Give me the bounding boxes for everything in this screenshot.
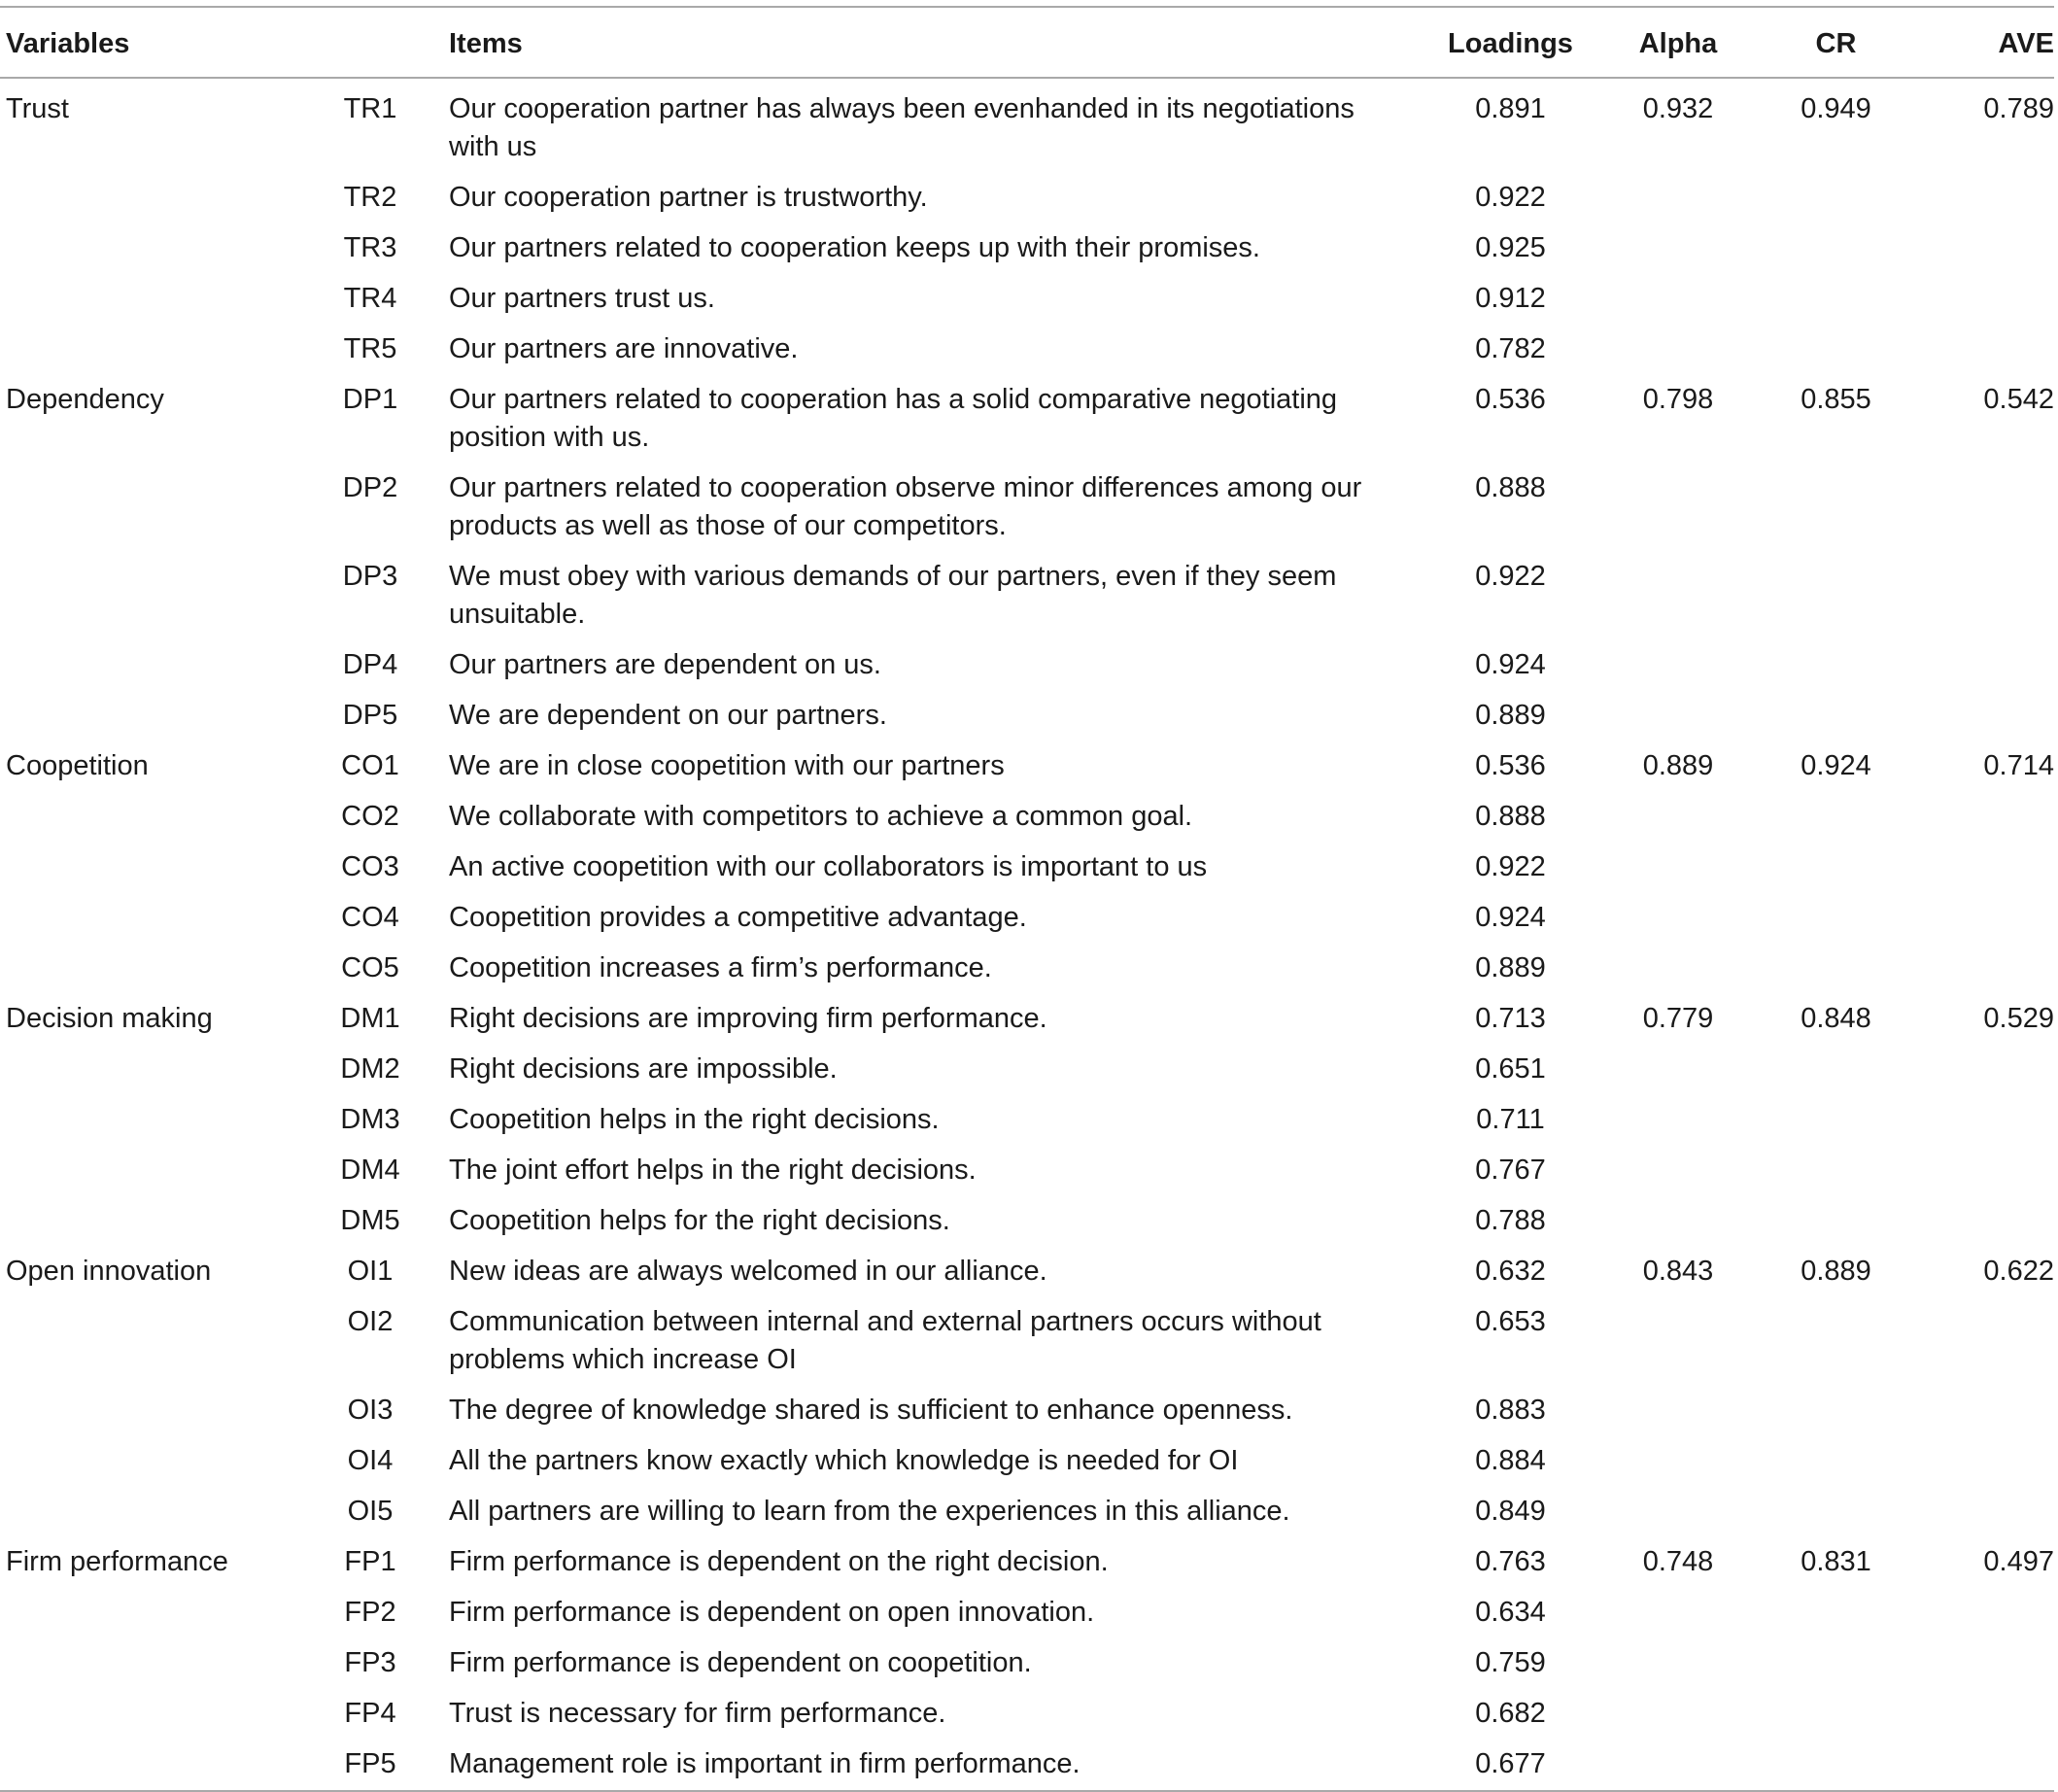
ave-cell (1916, 1045, 2054, 1095)
cr-cell (1756, 552, 1916, 640)
alpha-cell: 0.843 (1642, 1256, 1714, 1287)
ave-cell (1916, 1297, 2054, 1386)
loading-cell: 0.711 (1476, 1104, 1545, 1135)
item-text-cell: Our partners trust us. (449, 283, 715, 314)
alpha-cell (1600, 691, 1756, 741)
item-text-cell: Firm performance is dependent on the right decision. (449, 1546, 1109, 1577)
alpha-cell (1600, 1436, 1756, 1487)
alpha-cell (1600, 792, 1756, 843)
ave-cell (1916, 1095, 2054, 1146)
ave-cell: 0.542 (1983, 384, 2054, 415)
ave-cell (1916, 1638, 2054, 1689)
table-row (0, 691, 2054, 741)
cr-cell (1756, 1386, 1916, 1436)
variable-cell: Trust (6, 93, 69, 124)
item-code-cell: DP4 (342, 649, 398, 680)
alpha-cell: 0.889 (1642, 750, 1714, 781)
item-code-cell: TR4 (343, 283, 397, 314)
ave-cell (1916, 1487, 2054, 1537)
ave-cell (1916, 1689, 2054, 1740)
item-code-cell: TR3 (343, 232, 397, 263)
cr-cell: 0.949 (1801, 93, 1871, 124)
item-text-cell: All partners are willing to learn from the experiences in this alliance. (449, 1496, 1290, 1527)
loading-cell: 0.912 (1475, 283, 1546, 314)
item-code-cell: OI4 (347, 1445, 394, 1476)
table-row (0, 375, 2054, 464)
item-code-cell: OI1 (347, 1256, 394, 1287)
item-text-cell: Coopetition increases a firm’s performance. (449, 952, 992, 983)
table-row (0, 1689, 2054, 1740)
variable-cell: Coopetition (6, 750, 149, 781)
loading-cell: 0.922 (1475, 182, 1546, 213)
ave-cell (1916, 1740, 2054, 1791)
header-loadings: Loadings (1448, 28, 1573, 59)
cr-cell (1756, 1638, 1916, 1689)
header-items: Items (449, 28, 523, 59)
ave-cell (1916, 552, 2054, 640)
variable-cell (0, 1638, 292, 1689)
ave-cell (1916, 893, 2054, 944)
item-code-cell: FP4 (344, 1698, 396, 1729)
cr-cell (1756, 1196, 1916, 1247)
loading-cell: 0.634 (1475, 1597, 1546, 1628)
table-row (0, 1537, 2054, 1588)
loading-cell: 0.889 (1475, 700, 1546, 731)
cr-cell (1756, 691, 1916, 741)
cr-cell (1756, 1146, 1916, 1196)
ave-cell: 0.714 (1983, 750, 2054, 781)
variable-cell (0, 843, 292, 893)
item-text-cell: Coopetition provides a competitive advantage. (449, 902, 1027, 933)
loading-cell: 0.632 (1475, 1256, 1546, 1287)
loading-cell: 0.651 (1475, 1053, 1546, 1085)
variable-cell (0, 552, 292, 640)
alpha-cell (1600, 173, 1756, 224)
item-text-cell: Firm performance is dependent on coopetition. (449, 1647, 1032, 1678)
cr-cell (1756, 944, 1916, 994)
cr-cell: 0.848 (1801, 1003, 1871, 1034)
item-code-cell: CO5 (341, 952, 399, 983)
header-code (292, 7, 449, 78)
variable-cell (0, 792, 292, 843)
variable-cell (0, 1436, 292, 1487)
item-text-cell: Management role is important in firm performance. (449, 1748, 1080, 1779)
cr-cell (1756, 173, 1916, 224)
table-body (0, 78, 2054, 1791)
ave-cell (1916, 792, 2054, 843)
cr-cell (1756, 792, 1916, 843)
loading-cell: 0.849 (1475, 1496, 1546, 1527)
loading-cell: 0.677 (1475, 1748, 1546, 1779)
alpha-cell (1600, 1386, 1756, 1436)
item-code-cell: DP3 (342, 561, 398, 592)
loading-cell: 0.922 (1475, 561, 1546, 592)
item-text-cell: Our partners are dependent on us. (449, 649, 881, 680)
alpha-cell (1600, 1638, 1756, 1689)
measurement-table (0, 6, 2054, 1792)
loading-cell: 0.759 (1475, 1647, 1546, 1678)
table-row (0, 893, 2054, 944)
variable-cell (0, 1588, 292, 1638)
loading-cell: 0.922 (1475, 851, 1546, 882)
table-row (0, 1146, 2054, 1196)
ave-cell (1916, 1386, 2054, 1436)
loading-cell: 0.767 (1475, 1154, 1546, 1186)
item-text-cell: Trust is necessary for firm performance. (449, 1698, 946, 1729)
item-text-cell: New ideas are always welcomed in our alliance. (449, 1256, 1047, 1287)
loading-cell: 0.788 (1475, 1205, 1546, 1236)
item-code-cell: TR1 (343, 93, 397, 124)
item-code-cell: FP2 (344, 1597, 396, 1628)
cr-cell (1756, 1436, 1916, 1487)
header-cr: CR (1815, 28, 1857, 59)
ave-cell: 0.529 (1983, 1003, 2054, 1034)
item-code-cell: FP5 (344, 1748, 396, 1779)
header-ave: AVE (1998, 28, 2054, 59)
loading-cell: 0.763 (1475, 1546, 1546, 1577)
variable-cell: Decision making (6, 1003, 213, 1034)
cr-cell (1756, 640, 1916, 691)
cr-cell (1756, 1297, 1916, 1386)
item-code-cell: DM5 (340, 1205, 400, 1236)
cr-cell (1756, 1045, 1916, 1095)
table-row (0, 1386, 2054, 1436)
table-row (0, 1045, 2054, 1095)
table-row (0, 173, 2054, 224)
ave-cell (1916, 944, 2054, 994)
alpha-cell (1600, 893, 1756, 944)
item-code-cell: DM4 (340, 1154, 400, 1186)
variable-cell (0, 1740, 292, 1791)
ave-cell: 0.622 (1983, 1256, 2054, 1287)
loading-cell: 0.682 (1475, 1698, 1546, 1729)
variable-cell (0, 1689, 292, 1740)
loading-cell: 0.924 (1475, 649, 1546, 680)
table-row (0, 1247, 2054, 1297)
alpha-cell (1600, 843, 1756, 893)
item-code-cell: FP3 (344, 1647, 396, 1678)
alpha-cell (1600, 552, 1756, 640)
variable-cell (0, 1095, 292, 1146)
item-text-cell: Our cooperation partner has always been evenhanded in its negotiations with us (449, 93, 1355, 162)
variable-cell (0, 173, 292, 224)
loading-cell: 0.653 (1475, 1306, 1546, 1337)
table-row (0, 1740, 2054, 1791)
ave-cell (1916, 224, 2054, 274)
variable-cell (0, 893, 292, 944)
table-row (0, 1638, 2054, 1689)
alpha-cell (1600, 1487, 1756, 1537)
alpha-cell (1600, 274, 1756, 325)
table-row (0, 843, 2054, 893)
item-text-cell: The joint effort helps in the right decisions. (449, 1154, 977, 1186)
cr-cell: 0.889 (1801, 1256, 1871, 1287)
table-row (0, 78, 2054, 173)
table-row (0, 552, 2054, 640)
alpha-cell (1600, 1689, 1756, 1740)
ave-cell (1916, 274, 2054, 325)
item-code-cell: CO3 (341, 851, 399, 882)
item-code-cell: CO2 (341, 801, 399, 832)
loading-cell: 0.888 (1475, 801, 1546, 832)
ave-cell (1916, 843, 2054, 893)
ave-cell (1916, 325, 2054, 375)
ave-cell (1916, 640, 2054, 691)
cr-cell (1756, 274, 1916, 325)
variable-cell (0, 1146, 292, 1196)
alpha-cell: 0.779 (1642, 1003, 1714, 1034)
variable-cell (0, 325, 292, 375)
item-text-cell: Coopetition helps for the right decisions. (449, 1205, 950, 1236)
alpha-cell (1600, 1045, 1756, 1095)
item-code-cell: DM3 (340, 1104, 400, 1135)
alpha-cell (1600, 1095, 1756, 1146)
variable-cell (0, 464, 292, 552)
variable-cell (0, 1196, 292, 1247)
loading-cell: 0.924 (1475, 902, 1546, 933)
table-row (0, 640, 2054, 691)
ave-cell (1916, 1436, 2054, 1487)
loading-cell: 0.536 (1475, 750, 1546, 781)
loading-cell: 0.889 (1475, 952, 1546, 983)
loading-cell: 0.891 (1475, 93, 1546, 124)
ave-cell (1916, 173, 2054, 224)
cr-cell: 0.831 (1801, 1546, 1871, 1577)
item-code-cell: DP5 (342, 700, 398, 731)
item-text-cell: Communication between internal and external partners occurs without problems which increase OI (449, 1306, 1321, 1375)
alpha-cell (1600, 1740, 1756, 1791)
table-row (0, 792, 2054, 843)
item-code-cell: DP1 (342, 384, 398, 415)
table-row (0, 1436, 2054, 1487)
cr-cell: 0.924 (1801, 750, 1871, 781)
item-text-cell: Our partners are innovative. (449, 333, 799, 364)
ave-cell (1916, 1146, 2054, 1196)
ave-cell (1916, 1196, 2054, 1247)
item-text-cell: We collaborate with competitors to achieve a common goal. (449, 801, 1193, 832)
table-row (0, 1297, 2054, 1386)
item-code-cell: OI3 (347, 1395, 394, 1426)
variable-cell: Dependency (6, 384, 164, 415)
item-code-cell: CO1 (341, 750, 399, 781)
variable-cell (0, 1045, 292, 1095)
loading-cell: 0.536 (1475, 384, 1546, 415)
alpha-cell (1600, 1588, 1756, 1638)
cr-cell: 0.855 (1801, 384, 1871, 415)
table-container (0, 6, 2054, 1792)
cr-cell (1756, 1689, 1916, 1740)
item-text-cell: All the partners know exactly which knowledge is needed for OI (449, 1445, 1239, 1476)
item-text-cell: Our cooperation partner is trustworthy. (449, 182, 928, 213)
variable-cell (0, 224, 292, 274)
alpha-cell: 0.932 (1642, 93, 1714, 124)
cr-cell (1756, 224, 1916, 274)
item-text-cell: Our partners related to cooperation has a solid comparative negotiating position with us. (449, 384, 1338, 453)
ave-cell: 0.789 (1983, 93, 2054, 124)
item-code-cell: CO4 (341, 902, 399, 933)
variable-cell (0, 640, 292, 691)
variable-cell (0, 1297, 292, 1386)
item-text-cell: The degree of knowledge shared is sufficient to enhance openness. (449, 1395, 1293, 1426)
item-text-cell: We are dependent on our partners. (449, 700, 887, 731)
ave-cell (1916, 691, 2054, 741)
table-row (0, 1487, 2054, 1537)
header-variables: Variables (6, 28, 130, 59)
table-row (0, 944, 2054, 994)
cr-cell (1756, 1487, 1916, 1537)
item-text-cell: We are in close coopetition with our partners (449, 750, 1005, 781)
item-code-cell: FP1 (344, 1546, 396, 1577)
cr-cell (1756, 893, 1916, 944)
table-row (0, 1588, 2054, 1638)
cr-cell (1756, 325, 1916, 375)
alpha-cell (1600, 1146, 1756, 1196)
alpha-cell (1600, 1196, 1756, 1247)
item-code-cell: TR5 (343, 333, 397, 364)
loading-cell: 0.888 (1475, 472, 1546, 503)
item-code-cell: DP2 (342, 472, 398, 503)
variable-cell (0, 944, 292, 994)
alpha-cell (1600, 1297, 1756, 1386)
item-code-cell: OI2 (347, 1306, 394, 1337)
variable-cell (0, 1386, 292, 1436)
variable-cell: Open innovation (6, 1256, 212, 1287)
table-row (0, 1196, 2054, 1247)
item-text-cell: Coopetition helps in the right decisions. (449, 1104, 940, 1135)
cr-cell (1756, 1588, 1916, 1638)
variable-cell (0, 274, 292, 325)
table-row (0, 994, 2054, 1045)
loading-cell: 0.782 (1475, 333, 1546, 364)
table-row (0, 1095, 2054, 1146)
cr-cell (1756, 464, 1916, 552)
table-row (0, 274, 2054, 325)
alpha-cell (1600, 224, 1756, 274)
cr-cell (1756, 1095, 1916, 1146)
alpha-cell (1600, 944, 1756, 994)
item-code-cell: OI5 (347, 1496, 394, 1527)
ave-cell (1916, 464, 2054, 552)
alpha-cell (1600, 325, 1756, 375)
item-text-cell: Right decisions are improving firm performance. (449, 1003, 1047, 1034)
alpha-cell (1600, 464, 1756, 552)
table-row (0, 325, 2054, 375)
item-text-cell: Our partners related to cooperation observe minor differences among our products as well as those of our competitors. (449, 472, 1362, 541)
item-code-cell: DM1 (340, 1003, 400, 1034)
ave-cell (1916, 1588, 2054, 1638)
ave-cell: 0.497 (1983, 1546, 2054, 1577)
header-row (0, 7, 2054, 78)
item-code-cell: DM2 (340, 1053, 400, 1085)
table-row (0, 464, 2054, 552)
table-row (0, 224, 2054, 274)
header-alpha: Alpha (1638, 28, 1718, 59)
variable-cell: Firm performance (6, 1546, 228, 1577)
loading-cell: 0.884 (1475, 1445, 1546, 1476)
alpha-cell: 0.798 (1642, 384, 1714, 415)
cr-cell (1756, 843, 1916, 893)
item-text-cell: Firm performance is dependent on open innovation. (449, 1597, 1095, 1628)
alpha-cell (1600, 640, 1756, 691)
loading-cell: 0.713 (1475, 1003, 1546, 1034)
loading-cell: 0.925 (1475, 232, 1546, 263)
table-row (0, 741, 2054, 792)
variable-cell (0, 1487, 292, 1537)
cr-cell (1756, 1740, 1916, 1791)
alpha-cell: 0.748 (1642, 1546, 1714, 1577)
variable-cell (0, 691, 292, 741)
item-text-cell: Right decisions are impossible. (449, 1053, 838, 1085)
item-text-cell: We must obey with various demands of our partners, even if they seem unsuitable. (449, 561, 1337, 630)
item-text-cell: An active coopetition with our collaborators is important to us (449, 851, 1208, 882)
item-code-cell: TR2 (343, 182, 397, 213)
loading-cell: 0.883 (1475, 1395, 1546, 1426)
item-text-cell: Our partners related to cooperation keeps up with their promises. (449, 232, 1260, 263)
